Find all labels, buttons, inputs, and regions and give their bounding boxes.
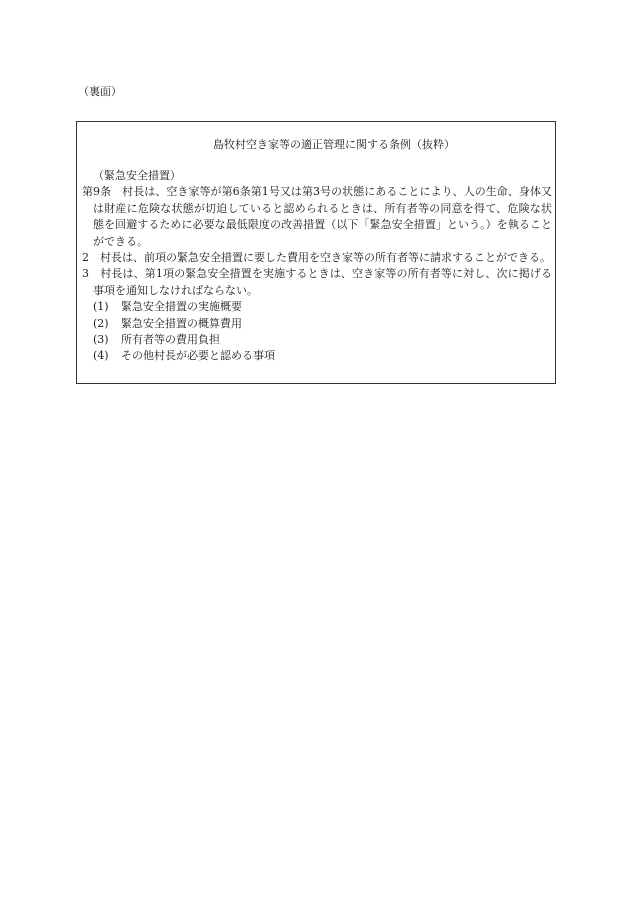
list-item bbox=[82, 348, 552, 364]
page-side-label: （裏面） bbox=[78, 85, 122, 98]
article-text: 村長は、空き家等が第6条第1号又は第3号の状態にあることにより、人の生命、身体又は財産に危険な状態が切迫していると認められるときは、所有者等の同意を得て、危険な状態を回避するために必要な最低限度の改善措置（以下「緊急安全措置」という。）を執ることができる。 bbox=[93, 185, 552, 248]
list-item bbox=[82, 332, 552, 348]
paragraph-text: 村長は、第1項の緊急安全措置を実施するときは、空き家等の所有者等に対し、次に掲げる事項を通知しなければならない。 bbox=[89, 267, 552, 297]
document-title: 島牧村空き家等の適正管理に関する条例（抜粋） bbox=[213, 138, 455, 151]
list-item bbox=[82, 316, 552, 332]
item-number: (2) bbox=[93, 316, 109, 330]
item-text: その他村長が必要と認める事項 bbox=[121, 349, 275, 363]
ordinance-body bbox=[82, 168, 552, 365]
paragraph-3 bbox=[82, 266, 552, 299]
article-number: 第9条 bbox=[82, 185, 112, 199]
paragraph-number: 3 bbox=[82, 267, 89, 281]
item-number: (4) bbox=[93, 349, 109, 363]
item-number: (1) bbox=[93, 300, 109, 314]
paragraph-2 bbox=[82, 250, 552, 266]
item-text: 緊急安全措置の実施概要 bbox=[121, 300, 242, 314]
item-text: 緊急安全措置の概算費用 bbox=[121, 316, 242, 330]
paragraph-text: 村長は、前項の緊急安全措置に要した費用を空き家等の所有者等に請求することができる。 bbox=[89, 251, 551, 265]
article-caption: （緊急安全措置） bbox=[93, 169, 181, 182]
article-9 bbox=[82, 184, 552, 250]
list-item bbox=[82, 299, 552, 315]
paragraph-number: 2 bbox=[82, 251, 89, 265]
item-number: (3) bbox=[93, 333, 109, 347]
item-text: 所有者等の費用負担 bbox=[121, 333, 220, 347]
